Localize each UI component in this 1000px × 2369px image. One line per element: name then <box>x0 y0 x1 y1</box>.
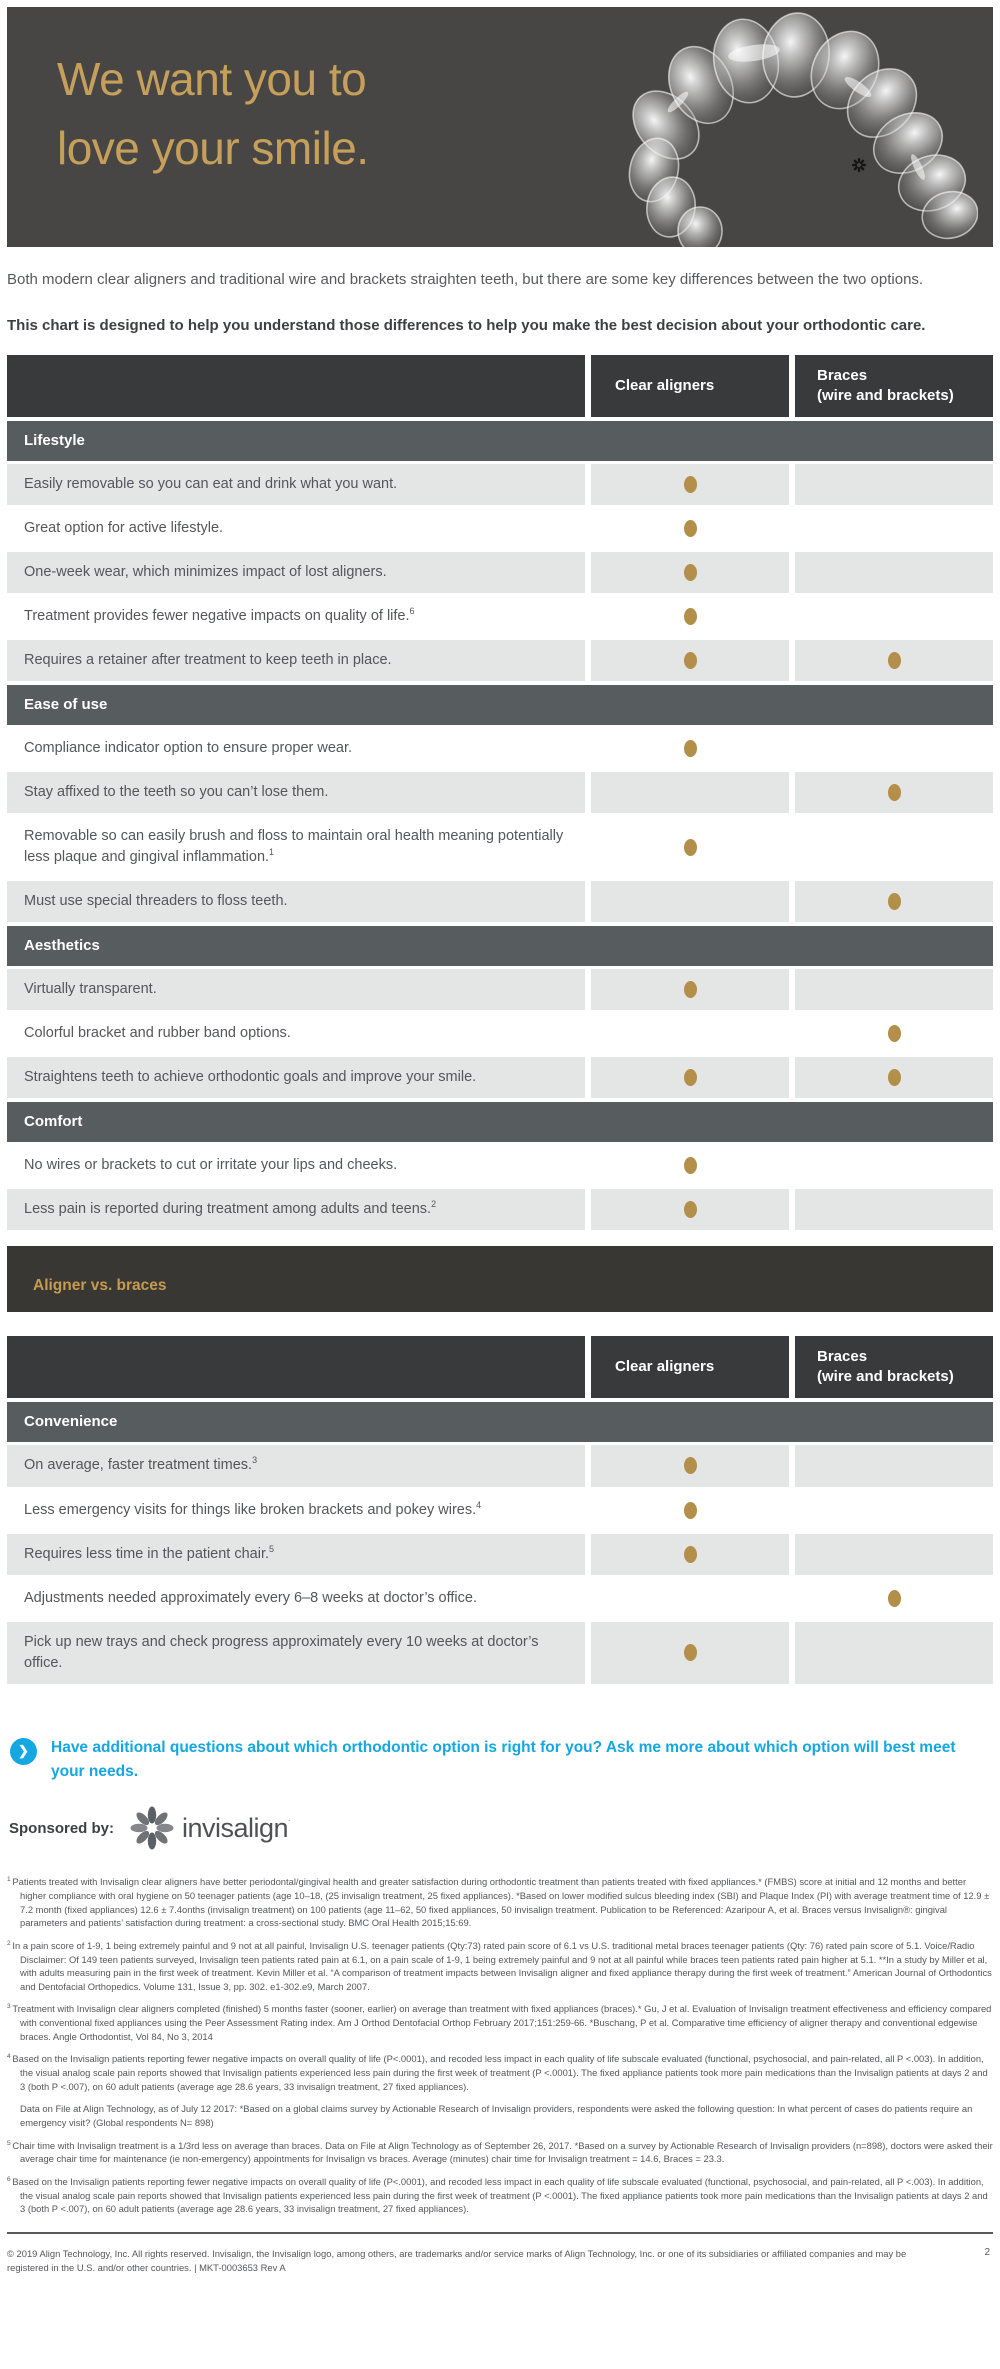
table-1-header <box>7 355 993 417</box>
section-header: Convenience <box>7 1402 993 1442</box>
aligner-dot <box>684 1546 697 1563</box>
footnote: $^1$ Patients treated with Invisalign clear aligners have better periodontal/gingival health and greater satisfaction during orthodontic treatment than patients treated with fixed appliances.* (FMBS) score at initial and 12 months and better higher compliance with oral hygiene on 50 teenager patients (age 10–18, (25 invisalign treatment, 25 fixed appliances). *Based on lower modified sulcus bleeding index (SBI) and Plaque Index (PI) with average treatment time of 12.9 ± 7.2 month (fixed appliances) 12.6 ± 7.4onths (invisalign treatment) on 100 patients (age 11–62, 50 fixed appliances, 50 invisalign treatment. Publication to be Referenced: Azaripour A, et al. Braces versus Invisalign®: gingival parameters and patients’ satisfaction during treatment: a cross-sectional study. BMC Oral Health 2015;15:69. <box>7 1876 990 1929</box>
table-row <box>7 1445 993 1486</box>
table-row <box>7 772 993 813</box>
table-row <box>7 1189 993 1230</box>
table-row <box>7 1534 993 1575</box>
aligner-dot <box>684 1502 697 1519</box>
clear-aligner-image <box>558 7 978 247</box>
aligner-dot <box>684 564 697 581</box>
hero-title-line1: We want you to <box>57 53 367 105</box>
row-description: Requires less time in the patient chair.$^5$ <box>7 1534 585 1575</box>
row-description: Compliance indicator option to ensure proper wear. <box>7 728 585 769</box>
footnote-reference: 3 <box>252 1455 258 1466</box>
table-row <box>7 552 993 593</box>
clear-aligners-cell <box>591 1445 789 1486</box>
braces-cell <box>795 1057 993 1098</box>
clear-aligners-cell <box>591 1145 789 1186</box>
braces-label-line2: (wire and brackets) <box>817 1368 954 1386</box>
table-row <box>7 508 993 549</box>
table-row <box>7 1057 993 1098</box>
braces-cell <box>795 508 993 549</box>
comparison-table-2 <box>7 1336 993 1683</box>
braces-label-line2: (wire and brackets) <box>817 387 954 405</box>
hero-banner <box>7 7 993 247</box>
table-row <box>7 1013 993 1054</box>
footnote: $^3$ Treatment with Invisalign clear aligners completed (finished) 5 months faster (sooner, earlier) on average than treatment with fixed appliances (braces).* Gu, J et al. Evaluation of Invisalign treatment effectiveness and efficiency compared with conventional fixed appliances using the Peer Assessment Rating index. Am J Orthod Dentofacial Orthop February 2017;151:259-66. *Buschang, P et al. Comparative time efficiency of aligner therapy and conventional edgewise braces. Angle Orthodontist, Vol 84, No 3, 2014 <box>7 2003 992 2042</box>
braces-cell <box>795 552 993 593</box>
row-description: Treatment provides fewer negative impacts on quality of life.$^6$ <box>7 596 585 637</box>
braces-cell <box>795 1490 993 1531</box>
braces-cell <box>795 1013 993 1054</box>
aligner-dot <box>684 476 697 493</box>
row-description: Great option for active lifestyle. <box>7 508 585 549</box>
braces-cell <box>795 1622 993 1684</box>
footnote: $^4$ Based on the Invisalign patients reporting fewer negative impacts on overall quality of life (P<.0001), and recoded less impact in each quality of life subscale evaluated (functional, psychosocial, and pain-related, all P <.003). In addition, the visual analog scale pain reports showed that Invisalign patients experienced less pain during the first week of treatment (P <.0001). The fixed appliance patients took more pain medications than the Invisalign patients at days 2 and 3 (both P <.007), on 60 adult patients (average age 28.6 years, 33 invisalign treatment, 27 fixed appliances). <box>7 2053 988 2092</box>
clear-aligners-cell <box>591 1013 789 1054</box>
intro-bold-paragraph: This chart is designed to help you understand those differences to help you make the best decision about your orthodontic care. <box>7 316 926 334</box>
braces-cell <box>795 728 993 769</box>
clear-aligners-cell <box>591 552 789 593</box>
row-description: Straightens teeth to achieve orthodontic goals and improve your smile. <box>7 1057 585 1098</box>
section-header: Aesthetics <box>7 926 993 966</box>
table-2-header <box>7 1336 993 1398</box>
braces-dot <box>888 1590 901 1607</box>
clear-aligners-cell <box>591 816 789 878</box>
aligner-dot <box>684 1201 697 1218</box>
clear-aligners-cell <box>591 772 789 813</box>
table-row <box>7 816 993 878</box>
clear-aligners-cell <box>591 1534 789 1575</box>
aligner-vs-braces-banner <box>7 1246 993 1312</box>
table-row <box>7 1490 993 1531</box>
row-description: Stay affixed to the teeth so you can’t lose them. <box>7 772 585 813</box>
clear-aligners-cell <box>591 596 789 637</box>
braces-cell <box>795 969 993 1010</box>
invisalign-starburst-icon <box>130 1805 174 1851</box>
braces-cell <box>795 1534 993 1575</box>
braces-cell <box>795 640 993 681</box>
banner-label: Aligner vs. braces <box>33 1277 167 1295</box>
row-description: On average, faster treatment times.$^3$ <box>7 1445 585 1486</box>
footnote-continuation: Data on File at Align Technology, as of July 12 2017: *Based on a global claims survey by Actionable Research of Invisalign providers, respondents were asked the following question: In what percent of cases do patients require an emergency visit? (Global respondents N= 898) <box>20 2103 973 2129</box>
aligner-dot <box>684 740 697 757</box>
braces-cell <box>795 1189 993 1230</box>
section-header: Lifestyle <box>7 421 993 461</box>
braces-cell <box>795 1578 993 1619</box>
footnote-reference: 4 <box>476 1499 482 1510</box>
clear-aligners-cell <box>591 1490 789 1531</box>
row-description: Less pain is reported during treatment among adults and teens.$^2$ <box>7 1189 585 1230</box>
braces-label-line1: Braces <box>817 1348 868 1366</box>
sponsored-by-label: Sponsored by: <box>9 1819 115 1837</box>
aligner-dot <box>684 1069 697 1086</box>
row-description: No wires or brackets to cut or irritate your lips and cheeks. <box>7 1145 585 1186</box>
braces-cell <box>795 596 993 637</box>
clear-aligners-cell <box>591 508 789 549</box>
braces-dot <box>888 652 901 669</box>
braces-cell <box>795 772 993 813</box>
header-braces-cell <box>795 355 993 417</box>
braces-cell <box>795 816 993 878</box>
braces-dot <box>888 893 901 910</box>
table-row <box>7 464 993 505</box>
copyright-text: © 2019 Align Technology, Inc. All rights reserved. Invisalign, the Invisalign logo, among others, are trademarks and/or service marks of Align Technology, Inc. or one of its subsidiaries or affiliated companies and may be registered in the U.S. and/or other countries. | MKT-0003653 Rev A <box>7 2248 907 2274</box>
aligner-dot <box>684 652 697 669</box>
footnote: $^6$ Based on the Invisalign patients reporting fewer negative impacts on overall quality of life (P<.0001), and recoded less impact in each quality of life subscale evaluated (functional, psychosocial, and pain-related, all P <.003). In addition, the visual analog scale pain reports showed that Invisalign patients experienced less pain during the first week of treatment (P <.0001). The fixed appliance patients took more pain medications than the Invisalign patients at days 2 and 3 (both P <.007), on 60 adult patients (average age 28.6 years, 33 invisalign treatment, 27 fixed appliances). <box>7 2176 988 2215</box>
footnote: $^5$ Chair time with Invisalign treatment is a 1/3rd less on average than braces. Data on File at Align Technology as of September 26, 2017. *Based on a survey by Actionable Research of Invisalign providers (n=898), doctors were asked their average chair time for maintenance (ie non-emergency) appointments for Invisalign vs braces. Average (minutes) chair time for Invisalign treatment = 14.6, Braces = 23.3. <box>7 2139 993 2165</box>
aligner-dot <box>684 608 697 625</box>
header-clear-aligners-cell <box>591 1336 789 1398</box>
header-clear-aligners-cell <box>591 355 789 417</box>
clear-aligners-cell <box>591 969 789 1010</box>
braces-cell <box>795 1145 993 1186</box>
clear-aligners-cell <box>591 881 789 922</box>
table-row <box>7 1578 993 1619</box>
hero-title <box>57 45 369 183</box>
footnote-reference: 5 <box>269 1543 275 1554</box>
clear-aligners-cell <box>591 1578 789 1619</box>
braces-dot <box>888 784 901 801</box>
aligner-dot <box>684 520 697 537</box>
clear-aligners-cell <box>591 728 789 769</box>
braces-cell <box>795 881 993 922</box>
row-description: Removable so can easily brush and floss to maintain oral health meaning potentially less plaque and gingival inflammation.$^1$ <box>7 816 585 878</box>
row-description: One-week wear, which minimizes impact of lost aligners. <box>7 552 585 593</box>
sponsor-row <box>7 1805 993 1851</box>
chevron-circle-icon: ❯ <box>10 1738 37 1765</box>
aligner-dot <box>684 981 697 998</box>
table-row <box>7 881 993 922</box>
header-braces-cell <box>795 1336 993 1398</box>
table-row <box>7 596 993 637</box>
aligner-dot <box>684 1644 697 1661</box>
comparison-table-1 <box>7 355 993 1230</box>
table-row <box>7 1145 993 1186</box>
hero-title-line2: love your smile. <box>57 122 369 174</box>
clear-aligners-cell <box>591 464 789 505</box>
footer <box>7 2234 993 2275</box>
clear-aligners-label: Clear aligners <box>615 377 715 395</box>
clear-aligners-cell <box>591 640 789 681</box>
braces-cell <box>795 464 993 505</box>
table-row <box>7 969 993 1010</box>
intro-paragraph: Both modern clear aligners and traditional wire and brackets straighten teeth, but there are some key differences between the two options. <box>7 271 924 288</box>
footnote: $^2$ In a pain score of 1-9, 1 being extremely painful and 9 not at all painful, Invisalign U.S. teenager patients (Qty:73) rated pain score of 6.1 vs U.S. traditional metal braces teenager patients (Qty: 76) rated pain score of 5.1. Voice/Radio Disclaimer: Of 149 teen patients surveyed, Invisalign teen patients rated pain at 6.1, on a pain scale of 1-9, 1 being extremely painful and 9 not at all painful while braces teen patients rated pain higher at 5.1. **In a study by Miller et al, with adults measuring pain in the first week of treatment. Kevin Miller et al. “A comparison of treatment impacts between Invisalign aligner and fixed appliance therapy during the first week of treatment.” American Journal of Orthodontics and Dentofacial Orthopedics. Volume 131, Issue 3, pp. 302. e1-302.e9, March 2007. <box>7 1939 992 1992</box>
braces-dot <box>888 1069 901 1086</box>
aligner-dot <box>684 1457 697 1474</box>
row-description: Requires a retainer after treatment to keep teeth in place. <box>7 640 585 681</box>
invisalign-logo <box>130 1805 291 1851</box>
aligner-dot <box>684 1157 697 1174</box>
row-description: Must use special threaders to floss teeth. <box>7 881 585 922</box>
clear-aligners-label: Clear aligners <box>615 1358 715 1376</box>
table-row <box>7 640 993 681</box>
footnote-reference: 6 <box>409 606 415 617</box>
page-number: 2 <box>984 2247 990 2259</box>
row-description: Pick up new trays and check progress approximately every 10 weeks at doctor’s office. <box>7 1622 585 1684</box>
row-description: Adjustments needed approximately every 6–8 weeks at doctor’s office. <box>7 1578 585 1619</box>
clear-aligners-cell <box>591 1622 789 1684</box>
invisalign-wordmark: invisalign˙ <box>182 1812 291 1843</box>
aligner-dot <box>684 839 697 856</box>
question-callout <box>7 1736 993 1786</box>
braces-cell <box>795 1445 993 1486</box>
header-spacer-cell <box>7 1336 585 1398</box>
row-description: Virtually transparent. <box>7 969 585 1010</box>
table-1-body <box>7 421 993 1230</box>
table-row <box>7 728 993 769</box>
callout-text: Have additional questions about which orthodontic option is right for you? Ask me more about which option will best meet your needs. <box>51 1738 956 1781</box>
table-2-body <box>7 1402 993 1683</box>
clear-aligners-cell <box>591 1189 789 1230</box>
clear-aligners-cell <box>591 1057 789 1098</box>
footnote-reference: 2 <box>431 1199 437 1210</box>
braces-label-line1: Braces <box>817 367 868 384</box>
row-description: Easily removable so you can eat and drink what you want. <box>7 464 585 505</box>
row-description: Less emergency visits for things like broken brackets and pokey wires.$^4$ <box>7 1490 585 1531</box>
section-header: Ease of use <box>7 685 993 725</box>
section-header: Comfort <box>7 1102 993 1142</box>
footnote-reference: 1 <box>269 847 275 858</box>
footnotes <box>7 1875 993 2216</box>
braces-dot <box>888 1025 901 1042</box>
header-spacer-cell <box>7 355 585 417</box>
compliance-indicator-mark <box>852 158 866 172</box>
row-description: Colorful bracket and rubber band options. <box>7 1013 585 1054</box>
table-row <box>7 1622 993 1684</box>
